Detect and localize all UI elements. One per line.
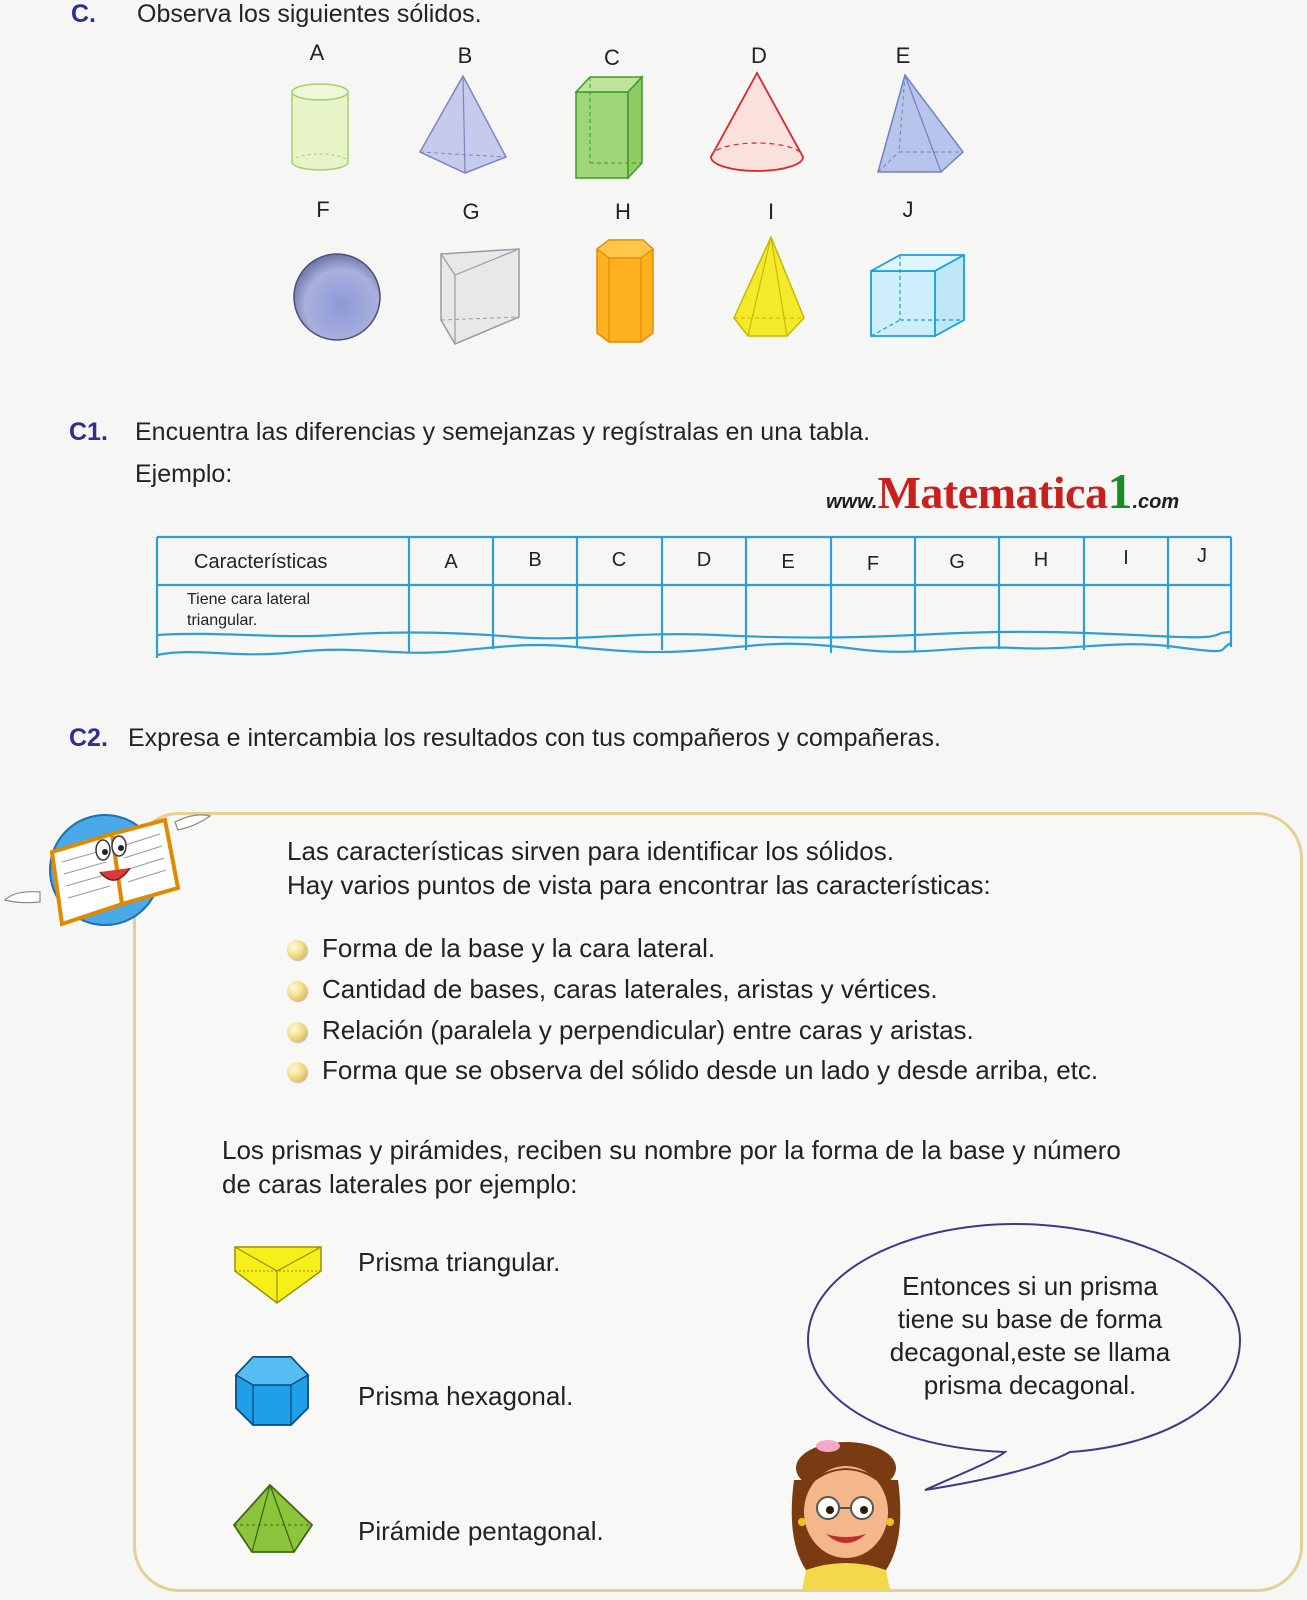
section-c1-example: Ejemplo: — [135, 460, 233, 488]
section-c-label: C. — [71, 0, 96, 28]
solids-illustration — [0, 0, 1307, 360]
section-c1-label: C1. — [69, 418, 108, 446]
solid-letter-j: J — [902, 197, 914, 222]
section-c2-label: C2. — [69, 724, 108, 752]
book-mascot-icon — [0, 812, 215, 942]
triangular-pyramid-icon — [420, 76, 506, 173]
hexagonal-prism-icon — [597, 240, 653, 342]
cone-icon — [711, 73, 803, 171]
square-pyramid-icon — [878, 75, 963, 172]
bullet-text: Forma que se observa del sólido desde un lado y desde arriba, etc. — [322, 1055, 1099, 1085]
info-intro-line2: Hay varios puntos de vista para encontrar las características: — [287, 870, 991, 900]
bullet-icon — [287, 1022, 307, 1042]
bullet-text: Relación (paralela y perpendicular) entre caras y aristas. — [322, 1015, 974, 1045]
table-header-label: Características — [194, 551, 328, 573]
solid-letter-c: C — [604, 45, 620, 70]
table-col-j: J — [1197, 545, 1207, 567]
triangular-prism-icon — [441, 249, 519, 344]
table-col-f: F — [866, 553, 880, 575]
bullet-icon — [287, 981, 307, 1001]
solid-letter-f: F — [316, 197, 330, 222]
matematica1-logo: www.Matematica1.com — [826, 463, 1180, 519]
characteristics-table — [156, 535, 1232, 670]
table-col-d: D — [696, 549, 712, 571]
table-col-a: A — [444, 551, 458, 573]
bullet-icon — [287, 1062, 307, 1082]
table-col-h: H — [1033, 549, 1049, 571]
solid-letter-a: A — [309, 40, 325, 65]
hexagonal-prism-blue-icon — [236, 1357, 308, 1425]
cube-icon — [871, 255, 964, 336]
solid-letter-e: E — [895, 43, 911, 68]
table-col-c: C — [611, 549, 627, 571]
solid-letter-b: B — [457, 43, 473, 68]
hexagonal-pyramid-icon — [734, 237, 804, 336]
table-col-b: B — [528, 549, 542, 571]
table-row-label: Tiene cara lateral triangular. — [187, 591, 311, 629]
info-intro-line1: Las características sirven para identificar los sólidos. — [287, 836, 894, 866]
section-c-text: Observa los siguientes sólidos. — [137, 0, 482, 28]
pentagonal-pyramid-green-icon — [234, 1485, 312, 1552]
section-c2-text: Expresa e intercambia los resultados con tus compañeros y compañeras. — [128, 724, 941, 752]
triangular-prism-yellow-icon — [235, 1247, 321, 1303]
table-col-g: G — [949, 551, 965, 573]
rectangular-prism-icon — [576, 77, 642, 178]
bullet-text: Cantidad de bases, caras laterales, aristas y vértices. — [322, 974, 938, 1004]
sphere-icon — [294, 254, 380, 340]
girl-character-icon — [786, 1440, 916, 1590]
example-pentagonal-pyramid: Pirámide pentagonal. — [358, 1516, 604, 1546]
speech-bubble-text: Entonces si un prisma tiene su base de forma decagonal,este se llama prisma decagonal. — [889, 1271, 1171, 1400]
table-col-e: E — [781, 551, 795, 573]
solid-letter-g: G — [462, 199, 480, 224]
naming-line2: de caras laterales por ejemplo: — [222, 1169, 578, 1199]
solid-letter-h: H — [615, 199, 631, 224]
example-hexagonal-prism: Prisma hexagonal. — [358, 1381, 574, 1411]
cylinder-icon — [292, 84, 348, 170]
example-shapes — [225, 1235, 325, 1555]
example-triangular-prism: Prisma triangular. — [358, 1247, 561, 1277]
solid-letter-i: I — [767, 199, 775, 224]
section-c1-text: Encuentra las diferencias y semejanzas y regístralas en una tabla. — [135, 418, 871, 446]
bullet-icon — [287, 940, 307, 960]
table-col-i: I — [1123, 547, 1129, 569]
solid-letter-d: D — [751, 43, 767, 68]
bullet-text: Forma de la base y la cara lateral. — [322, 933, 716, 963]
naming-line1: Los prismas y pirámides, reciben su nombre por la forma de la base y número — [222, 1135, 1121, 1165]
